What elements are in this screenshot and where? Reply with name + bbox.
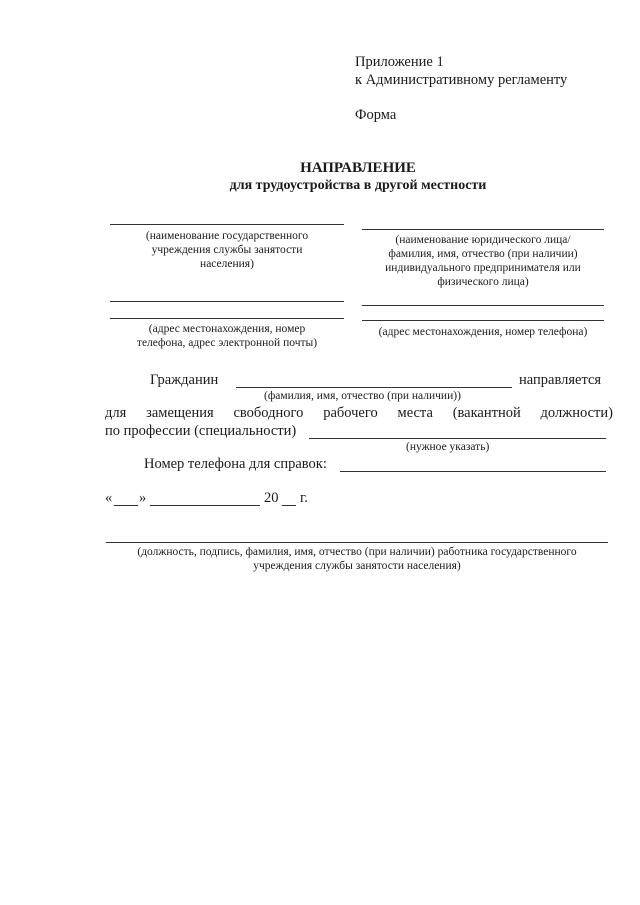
employment-service-name-caption: (наименование государственного учреждения службы занятости населения): [145, 230, 309, 270]
employer-name-caption: (наименование юридического лица/ фамилия, имя, отчество (при наличии) индивидуального предпринимателя или физического лица): [385, 234, 581, 288]
service-address-caption: (адрес местонахождения, номер телефона, адрес электронной почты): [136, 323, 318, 349]
service-address-line-2: [110, 318, 344, 319]
needed-caption: (нужное указать): [406, 441, 490, 453]
date-open-quote: «: [105, 490, 113, 506]
vacancy-sentence: для замещения свободного рабочего места (вакантной должности): [105, 405, 613, 421]
employer-address-line-2: [362, 320, 604, 321]
date-year-suffix: г.: [300, 490, 308, 506]
appendix-number: Приложение 1: [355, 54, 444, 70]
date-year-line: [282, 505, 296, 506]
citizen-fio-caption: (фамилия, имя, отчество (при наличии)): [264, 390, 461, 402]
directed-label: направляется: [519, 372, 602, 388]
phone-label: Номер телефона для справок:: [144, 456, 327, 472]
employer-address-line-1: [362, 305, 604, 306]
signature-caption: (должность, подпись, фамилия, имя, отчество (при наличии) работника государственного учреждения службы занятости населения): [137, 546, 577, 572]
date-day-line: [114, 505, 138, 506]
form-label: Форма: [355, 107, 397, 123]
employment-service-name-line: [110, 224, 344, 225]
citizen-label: Гражданин: [150, 372, 219, 388]
citizen-fio-line: [236, 387, 512, 388]
service-address-line-1: [110, 301, 344, 302]
appendix-reference: к Административному регламенту: [355, 72, 568, 88]
document-subtitle: для трудоустройства в другой местности: [229, 178, 487, 193]
signature-line: [106, 542, 608, 543]
phone-line: [340, 471, 606, 472]
profession-label: по профессии (специальности): [105, 423, 297, 439]
date-month-line: [150, 505, 260, 506]
date-year-prefix: 20: [264, 490, 279, 506]
profession-line: [309, 438, 606, 439]
employer-address-caption: (адрес местонахождения, номер телефона): [378, 326, 588, 338]
date-close-quote: »: [139, 490, 147, 506]
employer-name-line: [362, 229, 604, 230]
document-title: НАПРАВЛЕНИЕ: [300, 160, 416, 176]
